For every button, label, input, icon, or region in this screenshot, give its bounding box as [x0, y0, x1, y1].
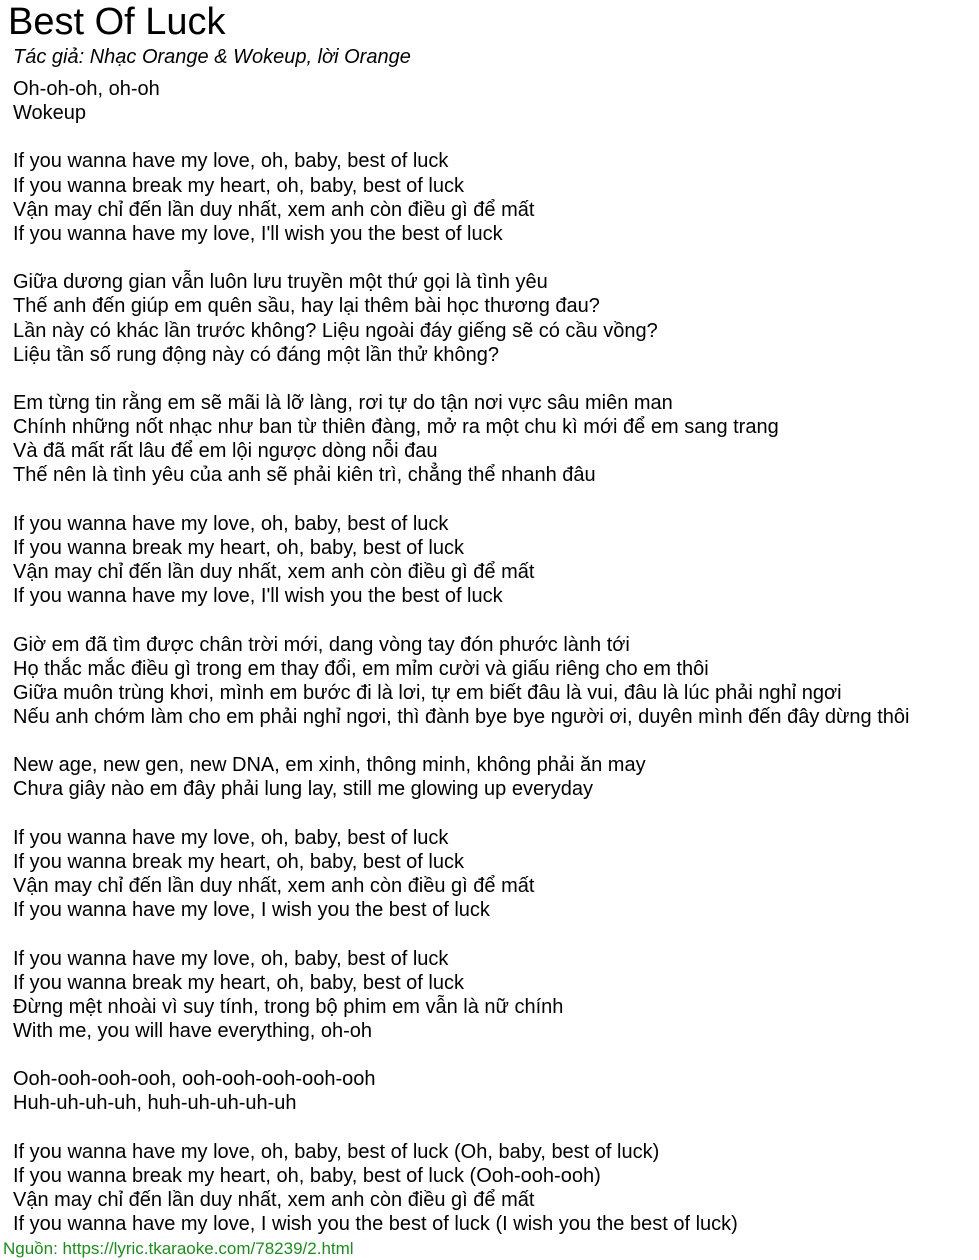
lyric-line: Giờ em đã tìm được chân trời mới, dang vòng tay đón phước lành tới	[13, 633, 630, 656]
lyric-line: Vận may chỉ đến lần duy nhất, xem anh còn điều gì để mất	[13, 875, 535, 898]
stanza-outro	[13, 1140, 975, 1237]
lyric-line: Ooh-ooh-ooh-ooh, ooh-ooh-ooh-ooh-ooh	[13, 1068, 376, 1091]
lyric-line: Và đã mất rất lâu để em lội ngược dòng nỗi đau	[13, 440, 438, 463]
lyric-line: Vận may chỉ đến lần duy nhất, xem anh còn điều gì để mất	[13, 1189, 535, 1212]
stanza-chorus-2	[13, 512, 975, 609]
stanza-chorus-3	[13, 826, 975, 923]
stanza-verse-3	[13, 633, 975, 730]
lyric-line: If you wanna break my heart, oh, baby, best of luck	[13, 174, 464, 197]
lyric-line: If you wanna have my love, oh, baby, best of luck	[13, 512, 449, 535]
lyric-line: Chính những nốt nhạc như ban từ thiên đàng, mở ra một chu kì mới để em sang trang	[13, 416, 779, 439]
stanza-vocalise	[13, 1067, 975, 1115]
lyric-line: Huh-uh-uh-uh, huh-uh-uh-uh-uh	[13, 1092, 297, 1115]
lyric-line: Wokeup	[13, 102, 87, 125]
lyric-line: If you wanna have my love, oh, baby, best of luck (Oh, baby, best of luck)	[13, 1140, 660, 1163]
lyric-line: Lần này có khác lần trước không? Liệu ngoài đáy giếng sẽ có cầu vồng?	[13, 319, 658, 342]
stanza-verse-2	[13, 391, 975, 488]
stanza-verse-1	[13, 270, 975, 367]
stanza-bridge	[13, 753, 975, 801]
lyric-line: If you wanna have my love, I wish you the best of luck	[13, 899, 490, 922]
lyric-line: Em từng tin rằng em sẽ mãi là lỡ làng, rơi tự do tận nơi vực sâu miên man	[13, 391, 673, 414]
lyric-line: Vận may chỉ đến lần duy nhất, xem anh còn điều gì để mất	[13, 561, 535, 584]
stanza-chorus-4	[13, 947, 975, 1044]
lyric-line: If you wanna have my love, I wish you the best of luck (I wish you the best of luck)	[13, 1213, 738, 1236]
lyric-line: Chưa giây nào em đây phải lung lay, still me glowing up everyday	[13, 778, 593, 801]
lyric-line: Giữa muôn trùng khơi, mình em bước đi là lơi, tự em biết đâu là vui, đâu là lúc phải nghỉ ngơi	[13, 681, 842, 704]
lyric-line: Họ thắc mắc điều gì trong em thay đổi, em mỉm cười và giấu riêng cho em thôi	[13, 657, 709, 680]
lyric-line: Thế anh đến giúp em quên sầu, hay lại thêm bài học thương đau?	[13, 295, 600, 318]
lyric-line: If you wanna have my love, oh, baby, best of luck	[13, 826, 449, 849]
song-title: Best Of Luck	[8, 1, 226, 43]
lyric-line: With me, you will have everything, oh-oh	[13, 1019, 373, 1042]
lyric-line: Giữa dương gian vẫn luôn lưu truyền một thứ gọi là tình yêu	[13, 271, 548, 294]
author-credit: Tác giả: Nhạc Orange & Wokeup, lời Orange	[13, 46, 411, 68]
stanza-intro	[13, 77, 975, 125]
source-credit: Nguồn: https://lyric.tkaraoke.com/78239/2.html	[3, 1239, 354, 1258]
lyric-line: If you wanna break my heart, oh, baby, best of luck	[13, 971, 464, 994]
lyrics-body	[13, 77, 975, 1260]
lyric-line: Nếu anh chớm làm cho em phải nghỉ ngơi, thì đành bye bye người ơi, duyên mình đến đây dừng thôi	[13, 705, 910, 728]
lyric-line: Vận may chỉ đến lần duy nhất, xem anh còn điều gì để mất	[13, 198, 535, 221]
lyric-line: If you wanna have my love, I'll wish you the best of luck	[13, 585, 503, 608]
lyric-line: New age, new gen, new DNA, em xinh, thông minh, không phải ăn may	[13, 754, 646, 777]
stanza-chorus-1	[13, 149, 975, 246]
lyric-line: If you wanna break my heart, oh, baby, best of luck (Ooh-ooh-ooh)	[13, 1164, 601, 1187]
lyric-line: Thế nên là tình yêu của anh sẽ phải kiên trì, chẳng thể nhanh đâu	[13, 464, 596, 487]
lyric-line: If you wanna have my love, I'll wish you the best of luck	[13, 222, 503, 245]
lyric-line: If you wanna break my heart, oh, baby, best of luck	[13, 536, 464, 559]
lyric-line: If you wanna have my love, oh, baby, best of luck	[13, 150, 449, 173]
lyric-line: Liệu tần số rung động này có đáng một lần thử không?	[13, 343, 499, 366]
lyric-line: If you wanna have my love, oh, baby, best of luck	[13, 947, 449, 970]
lyric-line: Đừng mệt nhoài vì suy tính, trong bộ phim em vẫn là nữ chính	[13, 995, 564, 1018]
lyric-line: If you wanna break my heart, oh, baby, best of luck	[13, 850, 464, 873]
lyric-line: Oh-oh-oh, oh-oh	[13, 78, 160, 100]
